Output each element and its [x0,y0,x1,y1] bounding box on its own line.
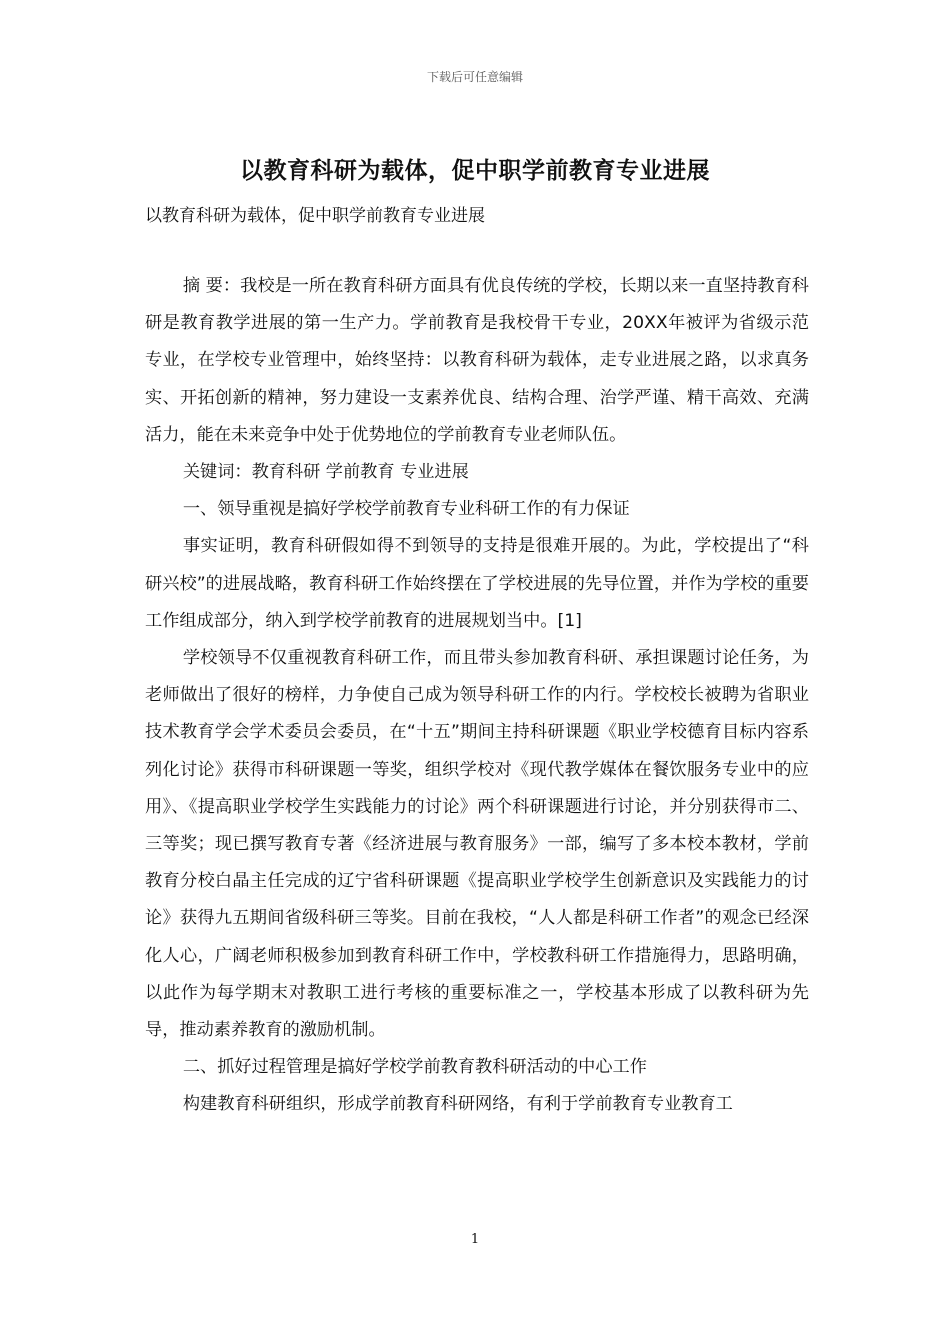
header-note: 下载后可任意编辑 [426,70,523,84]
keywords-paragraph: 关键词：教育科研 学前教育 专业进展 [182,462,469,483]
body-paragraph: 构建教育科研组织，形成学前教育科研网络，有利于学前教育专业教育工 [182,1094,733,1115]
document-title: 以教育科研为载体，促中职学前教育专业进展 [240,158,710,184]
body-paragraph: 事实证明，教育科研假如得不到领导的支持是很难开展的。为此，学校提出了“科研兴校”的进展战略，教育科研工作始终摆在了学校进展的先导位置，并作为学校的重要工作组成部分，纳入到学校学前教育的进展规划当中。[1] [145,536,809,631]
body-paragraph: 学校领导不仅重视教育科研工作，而且带头参加教育科研、承担课题讨论任务，为老师做出了很好的榜样，力争使自己成为领导科研工作的内行。学校校长被聘为省职业技术教育学会学术委员会委员，在“十五”期间主持科研课题《职业学校德育目标内容系列化讨论》获得市科研课题一等奖，组织学校对《现代教学媒体在餐饮服务专业中的应用》、《提高职业学校学生实践能力的讨论》两个科研课题进行讨论，并分别获得市二、三等奖；现已撰写教育专著《经济进展与教育服务》一部，编写了多本校本教材，学前教育分校白晶主任完成的辽宁省科研课题《提高职业学校学生创新意识及实践能力的讨论》获得九五期间省级科研三等奖。目前在我校，“人人都是科研工作者”的观念已经深化人心，广阔老师积极参加到教育科研工作中，学校教科研工作措施得力，思路明确，以此作为每学期末对教职工进行考核的重要标准之一，学校基本形成了以教科研为先导，推动素养教育的激励机制。 [145,648,809,1041]
document-body [145,268,809,1124]
abstract-paragraph: 摘 要：我校是一所在教育科研方面具有优良传统的学校，长期以来一直坚持教育科研是教育教学进展的第一生产力。学前教育是我校骨干专业，20XX年被评为省级示范专业，在学校专业管理中，始终坚持：以教育科研为载体，走专业进展之路，以求真务实、开拓创新的精神，努力建设一支素养优良、结构合理、治学严谨、精干高效、充满活力，能在未来竞争中处于优势地位的学前教育专业老师队伍。 [145,276,809,445]
section-heading-2: 二、抓好过程管理是搞好学校学前教育教科研活动的中心工作 [182,1057,647,1078]
section-heading-1: 一、领导重视是搞好学校学前教育专业科研工作的有力保证 [182,499,630,520]
document-subtitle: 以教育科研为载体，促中职学前教育专业进展 [145,206,485,226]
page-number: 1 [470,1232,480,1247]
